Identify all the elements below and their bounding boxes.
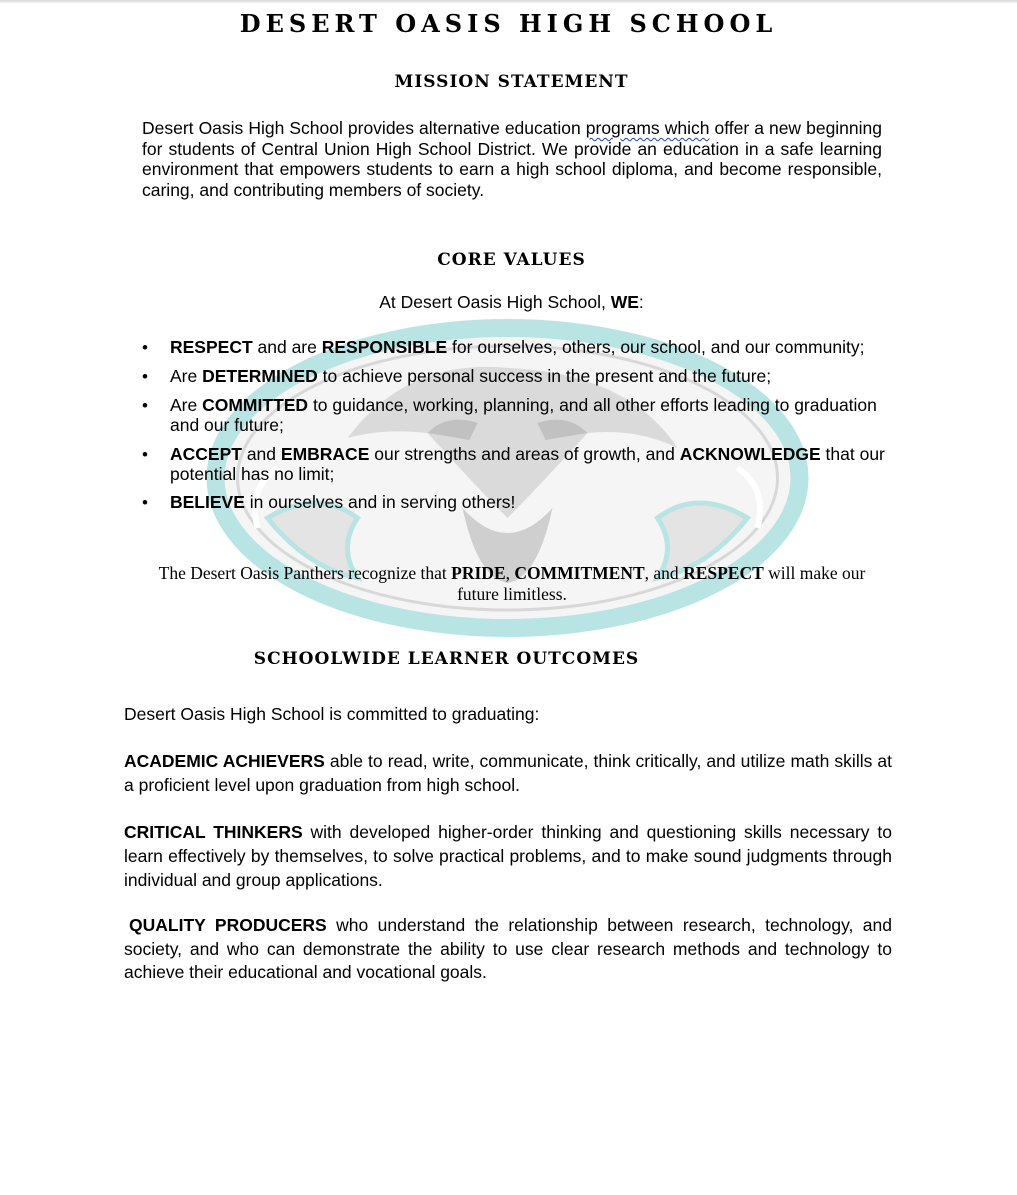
list-item xyxy=(142,396,892,435)
mission-heading: MISSION STATEMENT xyxy=(394,72,629,92)
grammar-squiggle-text[interactable]: programs which xyxy=(585,118,710,138)
bold-term: RESPECT xyxy=(170,337,253,357)
item-text: in ourselves and in serving others! xyxy=(244,492,516,512)
outcome-label: QUALITY PRODUCERS xyxy=(129,915,327,935)
item-text: Are xyxy=(170,365,203,386)
mission-text-part-2: offer a new beginning for students of Central Union High School District. We provide an education in a safe learning environment that empowers students to earn a high school diploma, and become responsible, caring, and contributing members of society. xyxy=(142,118,883,200)
bold-term: PRIDE xyxy=(451,563,506,583)
outcome-text: able to read, write, communicate, think critically, and utilize math skills at a proficient level upon graduation from high school. xyxy=(124,751,892,795)
list-item xyxy=(142,367,892,387)
outcomes-heading: SCHOOLWIDE LEARNER OUTCOMES xyxy=(253,649,640,669)
school-title: DESERT OASIS HIGH SCHOOL xyxy=(239,9,778,38)
bold-term: ACCEPT xyxy=(170,444,242,464)
list-item xyxy=(142,445,892,484)
outcome-critical-thinkers xyxy=(124,820,892,892)
outcomes-intro: Desert Oasis High School is committed to graduating: xyxy=(124,704,540,724)
item-text: our strengths and areas of growth, and xyxy=(369,444,680,464)
list-item xyxy=(142,493,892,513)
mission-text xyxy=(142,118,882,200)
core-values-intro xyxy=(0,292,1017,313)
bold-term: BELIEVE xyxy=(170,492,245,512)
intro-prefix: At Desert Oasis High School, xyxy=(379,292,611,312)
bold-term: DETERMINED xyxy=(202,365,318,386)
outcome-academic-achievers xyxy=(124,750,892,797)
pride-text: , xyxy=(505,563,515,583)
bold-term: COMMITTED xyxy=(202,395,309,415)
item-text: that our potential has no limit; xyxy=(170,444,885,484)
bold-term: ACKNOWLEDGE xyxy=(679,444,821,464)
list-item xyxy=(142,338,892,358)
outcome-quality-producers xyxy=(124,914,892,985)
item-text: to guidance, working, planning, and all other efforts leading to graduation and our future; xyxy=(170,395,877,435)
bold-term: COMMITMENT xyxy=(514,563,645,583)
page-top-border xyxy=(0,0,1017,3)
outcome-label: CRITICAL THINKERS xyxy=(124,822,303,842)
pride-statement xyxy=(142,563,882,605)
outcome-label: ACADEMIC ACHIEVERS xyxy=(124,751,325,771)
pride-text: The Desert Oasis Panthers recognize that xyxy=(158,563,452,583)
bold-term: EMBRACE xyxy=(280,444,370,464)
mission-text-part-1: Desert Oasis High School provides alternative education xyxy=(142,118,586,138)
outcome-text: with developed higher-order thinking and questioning skills necessary to learn effectively by themselves, to solve practical problems, and to make sound judgments through individual and group applications. xyxy=(124,822,892,890)
bold-term: RESPONSIBLE xyxy=(321,337,448,357)
item-text: and xyxy=(241,444,281,464)
item-text: Are xyxy=(170,395,203,415)
outcome-text: who understand the relationship between research, technology, and society, and who can demonstrate the ability to use clear research methods and technology to achieve their educational and vocational goals. xyxy=(124,915,892,982)
item-text: and are xyxy=(252,337,322,357)
intro-we: WE xyxy=(610,292,639,312)
core-values-list xyxy=(142,338,892,513)
pride-text: , and xyxy=(644,563,684,583)
item-text: for ourselves, others, our school, and our community; xyxy=(447,337,865,357)
core-values-heading: CORE VALUES xyxy=(437,250,586,270)
item-text: to achieve personal success in the present and the future; xyxy=(317,365,772,386)
intro-suffix: : xyxy=(638,292,644,312)
pride-text: will make our future limitless. xyxy=(457,563,866,604)
bold-term: RESPECT xyxy=(683,563,764,583)
